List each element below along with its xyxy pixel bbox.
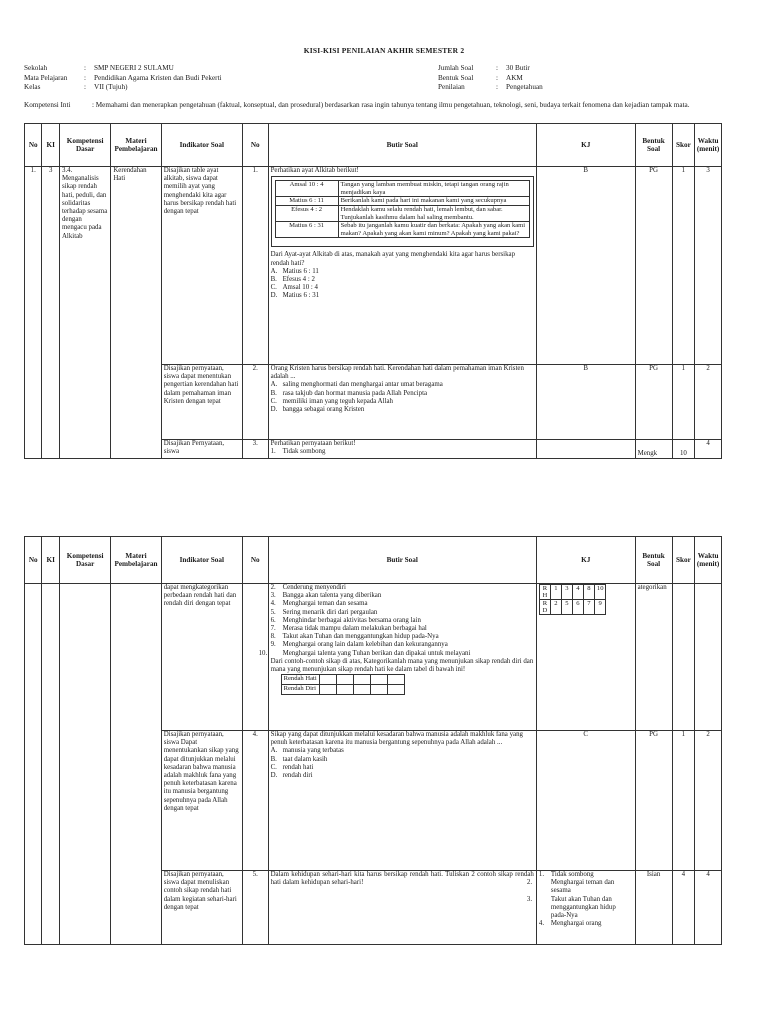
table-row: Disajikan pernyataan, siswa Dapat menentukankan sikap yang dapat ditunjukkan melalui kesadaran bahwa manusia adalah makhluk fana yang penuh keterbatasan karena itu manusia bergantung sepenuhnya pada Allah dengan tepat 4. Sikap yang dapat ditunjukkan melalui kesadaran bahwa manusia adalah makhluk fana yang penuh keterbatasan karena itu manusia bergantung sepenuhnya pada Allah adalah ... A. manusia yang terbatas B. taat dalam kasih C. rendah hati D. rendah diri C PG 1 2 — [25, 731, 722, 871]
kj-table: RH 1 3 4 8 10 RD 2 5 6 7 9 — [539, 584, 607, 615]
table-header: No KI Kompetensi Dasar Materi Pembelajaran Indikator Soal No Butir Soal KJ Bentuk Soal Skor Waktu (menit) — [25, 124, 722, 167]
kunci-jawaban: B — [536, 167, 635, 365]
table-row: dapat mengkategorikan perbedaan rendah hati dan rendah diri dengan tepat 2. Cenderung menyendiri 3. Bangga akan talenta yang diberikan 4. Menghargai teman dan sesama 5. Sering menarik diri dari pergaulan 6. Menghindar berbagai aktivitas bersama orang lain 7. Merasa tidak mampu dalam melakukan berbagai hal 8. Takut akan Tuhan dan menggantungkan hidup pada-Nya 9. Menghargai orang lain dalam kelebihan dan kekurangannya 10. Menghargai talenta yang Tuhan berikan dan dipakai untuk melayani Dari contoh-contoh sikap di atas, Kategorikanlah mana yang menunjukan sikap rendah diri dan mana yang menunjukan sikap rendah hati ke dalam tabel di bawah ini! Rendah Hati Rendah Diri RH 1 3 4 8 10 RD 2 5 6 7 9 ategorikan — [25, 584, 722, 731]
butir-soal: Sikap yang dapat ditunjukkan melalui kesadaran bahwa manusia adalah makhluk fana yang penuh keterbatasan karena itu manusia bergantung sepenuhnya pada Allah adalah ... A. manusia yang terbatas B. taat dalam kasih C. rendah hati D. rendah diri — [268, 731, 536, 871]
info-jumlah-soal: 30 Butir — [506, 64, 530, 72]
kisi-table-2 — [24, 536, 722, 945]
table-row: Disajikan pernyataan, siswa dapat menentukan pengertian kerendahan hati dalam pemahaman iman Kristen dengan tepat 2. Orang Kristen harus bersikap rendah hati. Kerendahan hati dalam pemahaman iman Kristen adalah ... A. saling menghormati dan menghargai antar umat beragama B. rasa takjub dan hormat manusia pada Allah Pencipta C. memiliki iman yang teguh kepada Allah D. bangga sebagai orang Kristen B PG 1 2 — [25, 365, 722, 440]
indikator: Disajikan pernyataan, siswa dapat menentukan pengertian kerendahan hati dalam pemahaman iman Kristen dengan tepat — [161, 365, 242, 440]
butir-soal: Perhatikan ayat Alkitab berikut! Amsal 10 : 4 Tangan yang lamban membuat miskin, tetapi tangan orang rajin menjadikan kaya Matius 6 : 11 Berikanlah kami pada hari ini makanan kami yang secukupnya Efesus 4 : 2 Hendaklah kamu selalu rendah hati, lemah lembut, dan sabar. Tunjukanlah kasihmu dalam hal saling membantu. Matius 6 : 31 Sebab itu janganlah kamu kuatir dan berkata: Apakah yang akan kami makan? Apakah yang akan kami minum? Apakah yang kami pakai? Dari Ayat-ayat Alkitab di atas, manakah ayat yang menghendaki kita agar harus bersikap rendah hati? A. Matius 6 : 11 B. Efesus 4 : 2 C. Amsal 10 : 4 D. Matius 6 : 31 — [268, 167, 536, 365]
indikator: Disajikan pernyataan, siswa dapat menuliskan contoh sikap rendah hati dalam kegiatan sehari-hari dengan tepat — [161, 871, 242, 945]
table-row: 1. 3 3.4. Menganalisis sikap rendah hati, peduli, dan solidaritas terhadap sesama dengan mengacu pada Alkitab Kerendahan Hati Disajikan table ayat alkitab, siswa dapat memilih ayat yang menghendaki kita agar harus bersikap rendah hati dengan tepat 1. Perhatikan ayat Alkitab berikut! Amsal 10 : 4 Tangan yang lamban membuat miskin, tetapi tangan orang rajin menjadikan kaya Matius 6 : 11 Berikanlah kami pada hari ini makanan kami yang secukupnya Efesus 4 : 2 Hendaklah kamu selalu rendah hati, lemah lembut, dan sabar. Tunjukanlah kasihmu dalam hal saling membantu. Matius 6 : 31 Sebab itu janganlah kamu kuatir dan berkata: Apakah yang akan kami makan? Apakah yang akan kami minum? Apakah yang kami pakai? Dari Ayat-ayat Alkitab di atas, manakah ayat yang menghendaki kita agar harus bersikap rendah hati? A. Matius 6 : 11 B. Efesus 4 : 2 C. Amsal 10 : 4 D. Matius 6 : 31 B PG 1 3 — [25, 167, 722, 365]
kompetensi-inti: Kompetensi Inti : Memahami dan menerapkan pengetahuan (faktual, konseptual, dan prosedural) berdasarkan rasa ingin tahunya tentang ilmu pengetahuan, teknologi, seni, budaya terkait fenomena dan kejadian tampak mata. — [24, 101, 690, 109]
indikator: Disajikan table ayat alkitab, siswa dapat memilih ayat yang menghendaki kita agar harus bersikap rendah hati dengan tepat — [161, 167, 242, 365]
verse-box — [271, 176, 534, 247]
info-left: Sekolah : SMP NEGERI 2 SULAMU Mata Pelajaran : Pendidikan Agama Kristen dan Budi Pekerti Kelas : VII (Tujuh) — [24, 64, 222, 92]
butir-soal: Dalam kehidupan sehari-hari kita harus bersikap rendah hati. Tuliskan 2 contoh sikap rendah hati dalam kehidupan sehari-hari! — [268, 871, 536, 945]
table-row: Disajikan pernyataan, siswa dapat menuliskan contoh sikap rendah hati dalam kegiatan sehari-hari dengan tepat 5. Dalam kehidupan sehari-hari kita harus bersikap rendah hati. Tuliskan 2 contoh sikap rendah hati dalam kehidupan sehari-hari! 1. Tidak sombong 2. Menghargai teman dan sesama 3. Takut akan Tuhan dan menggantungkan hidup pada-Nya 4. Menghargai orang Isian 4 4 — [25, 871, 722, 945]
verse-table: Amsal 10 : 4 Tangan yang lamban membuat miskin, tetapi tangan orang rajin menjadikan kaya Matius 6 : 11 Berikanlah kami pada hari ini makanan kami yang secukupnya Efesus 4 : 2 Hendaklah kamu selalu rendah hati, lemah lembut, dan sabar. Tunjukanlah kasihmu dalam hal saling membantu. Matius 6 : 31 Sebab itu janganlah kamu kuatir dan berkata: Apakah yang akan kami makan? Apakah yang akan kami minum? Apakah yang kami pakai? — [275, 180, 530, 238]
kunci-jawaban: C — [536, 731, 635, 871]
materi: Kerendahan Hati — [111, 167, 161, 459]
butir-soal: Perhatikan pernyataan berikut! 1. Tidak sombong — [268, 440, 536, 459]
info-penilaian: Pengetahuan — [506, 83, 543, 92]
info-bentuk-soal: AKM — [506, 73, 523, 82]
kunci-jawaban: 1. Tidak sombong 2. Menghargai teman dan sesama 3. Takut akan Tuhan dan menggantungkan hidup pada-Nya 4. Menghargai orang — [536, 871, 635, 945]
kunci-jawaban: B — [536, 365, 635, 440]
butir-soal: Orang Kristen harus bersikap rendah hati. Kerendahan hati dalam pemahaman iman Kristen adalah ... A. saling menghormati dan menghargai antar umat beragama B. rasa takjub dan hormat manusia pada Allah Pencipta C. memiliki iman yang teguh kepada Allah D. bangga sebagai orang Kristen — [268, 365, 536, 440]
info-kelas: VII (Tujuh) — [94, 83, 128, 92]
info-mapel: Pendidikan Agama Kristen dan Budi Pekerti — [94, 73, 222, 82]
info-sekolah: SMP NEGERI 2 SULAMU — [94, 64, 174, 72]
rendah-table: Rendah Hati Rendah Diri — [281, 674, 405, 695]
indikator: dapat mengkategorikan perbedaan rendah hati dan rendah diri dengan tepat — [161, 584, 242, 731]
info-right: Jumlah Soal : 30 Butir Bentuk Soal : AKM Penilaian : Pengetahuan — [438, 64, 543, 92]
kisi-table-1 — [24, 123, 722, 459]
kunci-jawaban — [536, 584, 635, 731]
butir-soal: 2. Cenderung menyendiri 3. Bangga akan talenta yang diberikan 4. Menghargai teman dan sesama 5. Sering menarik diri dari pergaulan 6. Menghindar berbagai aktivitas bersama orang lain 7. Merasa tidak mampu dalam melakukan berbagai hal 8. Takut akan Tuhan dan menggantungkan hidup pada-Nya 9. Menghargai orang lain dalam kelebihan dan kekurangannya 10. Menghargai talenta yang Tuhan berikan dan dipakai untuk melayani Dari contoh-contoh sikap di atas, Kategorikanlah mana yang menunjukan sikap rendah diri dan mana yang menunjukan sikap rendah hati ke dalam tabel di bawah ini! Rendah Hati Rendah Diri — [268, 584, 536, 731]
kompetensi-dasar: 3.4. Menganalisis sikap rendah hati, peduli, dan solidaritas terhadap sesama dengan mengacu pada Alkitab — [59, 167, 110, 459]
page-title: KISI-KISI PENILAIAN AKHIR SEMESTER 2 — [303, 46, 465, 55]
indikator: Disajikan pernyataan, siswa Dapat menentukankan sikap yang dapat ditunjukkan melalui kesadaran bahwa manusia adalah makhluk fana yang penuh keterbatasan karena itu manusia bergantung sepenuhnya pada Allah dengan tepat — [161, 731, 242, 871]
indikator: Disajikan Pernyataan, siswa — [161, 440, 242, 459]
table-header: No KI Kompetensi Dasar Materi Pembelajaran Indikator Soal No Butir Soal KJ Bentuk Soal Skor Waktu (menit) — [25, 537, 722, 584]
table-row: Disajikan Pernyataan, siswa 3. Perhatikan pernyataan berikut! 1. Tidak sombong Mengk 10 4 — [25, 440, 722, 459]
